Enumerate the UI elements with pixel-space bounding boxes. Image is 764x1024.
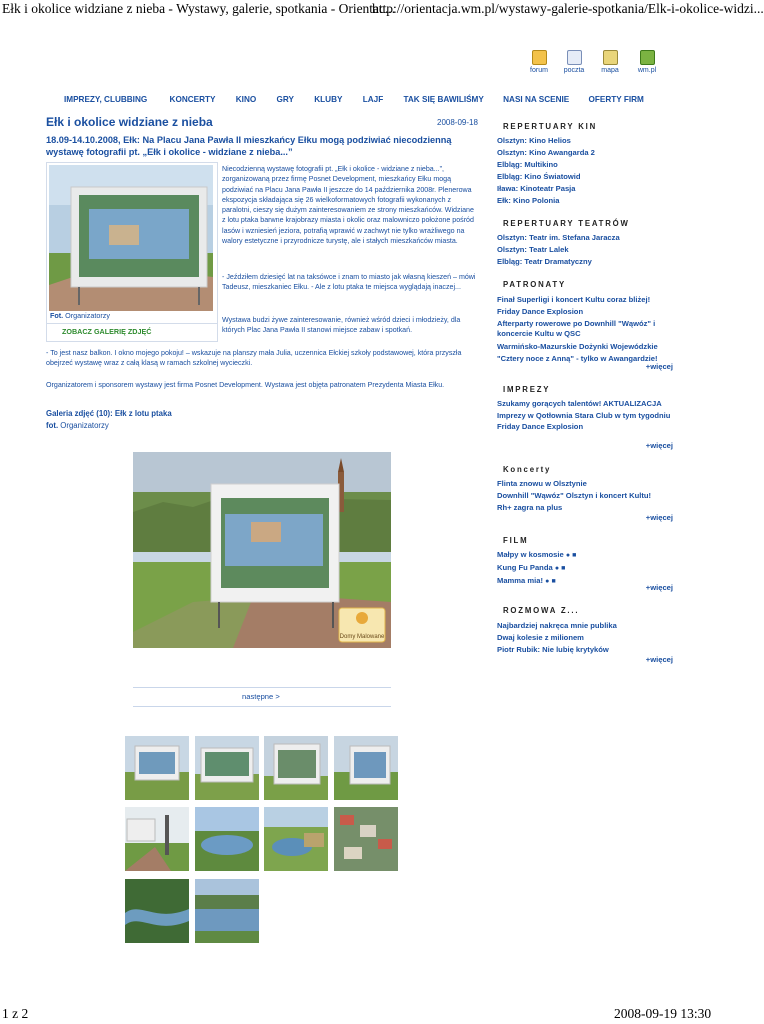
nav-koncerty[interactable]: KONCERTY — [169, 95, 216, 104]
gallery-thumb[interactable] — [334, 736, 398, 800]
sidebar-teatr-item[interactable]: Elbląg: Teatr Dramatyczny — [497, 257, 592, 266]
sidebar-film-item[interactable]: Małpy w kosmosie ● ■ — [497, 550, 577, 559]
car-icon: ● — [554, 565, 560, 572]
sidebar-teatr-item[interactable]: Olsztyn: Teatr Lalek — [497, 245, 569, 254]
sidebar-rozmowa-heading: ROZMOWA Z... — [503, 606, 580, 615]
gallery-thumb[interactable] — [334, 807, 398, 871]
film-more-link[interactable]: +więcej — [645, 583, 673, 592]
imprezy-more-link[interactable]: +więcej — [645, 441, 673, 450]
forum-label: forum — [530, 67, 548, 74]
sidebar-teatr-item[interactable]: Olsztyn: Teatr im. Stefana Jaracza — [497, 233, 620, 242]
sidebar-patronaty-heading: PATRONATY — [503, 280, 566, 289]
sidebar-kino-item[interactable]: Elbląg: Kino Światowid — [497, 172, 581, 181]
car-icon: ● — [565, 552, 571, 559]
article-para-3: Wystawa budzi żywe zainteresowanie, również wśród dzieci i młodzieży, dla których Plac Jana Pawła II stanowi miejsce zabaw i spotkań. — [222, 316, 461, 335]
photo-caption-text: Organizatorzy — [65, 311, 110, 320]
car-icon: ● — [545, 578, 550, 585]
sidebar-rozmowa-item[interactable]: Najbardziej nakręca mnie publika — [497, 621, 617, 630]
article-lead: 18.09-14.10.2008, Ełk: Na Placu Jana Pawła II mieszkańcy Ełku mogą podziwiać niecodzienną wystawę fotografii pt. „Ełk i okolice - widziane z nieba...” — [46, 135, 452, 157]
nav-tak-sie-bawilismy[interactable]: TAK SIĘ BAWILIŚMY — [403, 95, 484, 104]
wm-label: wm.pl — [637, 67, 657, 74]
nav-kino[interactable]: KINO — [235, 95, 257, 104]
main-photo-box — [46, 162, 218, 342]
gallery-thumb[interactable] — [264, 736, 328, 800]
forum-icon — [532, 50, 547, 65]
next-link[interactable]: następne > — [242, 692, 280, 701]
sidebar-patronaty-item[interactable]: Afterparty rowerowe po Downhill "Wąwóz" i koncercie Kultu w QSC — [497, 319, 656, 338]
koncerty-more-link[interactable]: +więcej — [645, 513, 673, 522]
video-icon: ■ — [551, 578, 556, 585]
patronaty-more-link[interactable]: +więcej — [645, 362, 673, 371]
sidebar-koncerty-list — [497, 478, 651, 514]
sidebar-koncerty-item[interactable]: Rh+ zagra na plus — [497, 503, 563, 512]
sidebar-patronaty-item[interactable]: Finał Superligi i koncert Kultu coraz bliżej! — [497, 295, 651, 304]
sidebar-rozmowa-item[interactable]: Dwaj kolesie z milionem — [497, 633, 584, 642]
gallery-thumb[interactable] — [195, 807, 259, 871]
sidebar-patronaty-item[interactable]: "Cztery noce z Anną" - tylko w Awangardzie! — [497, 354, 658, 363]
sidebar-kino-heading: REPERTUARY KIN — [503, 122, 598, 131]
sidebar-imprezy-heading: IMPREZY — [503, 385, 551, 394]
sidebar-patronaty-item[interactable]: Friday Dance Explosion — [497, 307, 584, 316]
sidebar-koncerty-item[interactable]: Flinta znowu w Olsztynie — [497, 479, 587, 488]
wm-logo-icon — [640, 50, 655, 65]
forum-link[interactable] — [524, 50, 554, 74]
main-nav — [64, 95, 644, 104]
sidebar-patronaty-item[interactable]: Warmińsko-Mazurskie Dożynki Wojewódzkie — [497, 342, 658, 351]
print-timestamp: 2008-09-19 13:30 — [614, 1006, 712, 1021]
nav-imprezy[interactable]: IMPREZY, CLUBBING — [64, 95, 148, 104]
rozmowa-more-link[interactable]: +więcej — [645, 655, 673, 664]
photo-caption — [50, 311, 110, 320]
article-para-4: - To jest nasz balkon. I okno mojego pokoju! – wskazuje na planszy mała Julia, uczennica Ełckiej szkoły podstawowej, która przyszła obejrzeć wystawę wraz z całą klasą w ramach szkolnej wycieczki. — [46, 349, 462, 368]
sidebar-imprezy-item[interactable]: Szukamy gorących talentów! AKTUALIZACJA — [497, 399, 662, 408]
nav-kluby[interactable]: KLUBY — [314, 95, 343, 104]
gallery-title: Galeria zdjęć (10): Ełk z lotu ptaka — [46, 409, 172, 418]
gallery-credit-label: fot. — [46, 421, 59, 430]
video-icon: ■ — [561, 565, 566, 572]
url-header: http://orientacja.wm.pl/wystawy-galerie-spotkania/Elk-i-okolice-widzi... — [372, 1, 764, 16]
gallery-thumb[interactable] — [125, 736, 189, 800]
photo-caption-label: Fot. — [50, 311, 64, 320]
sidebar-kino-list — [497, 135, 595, 207]
sidebar-imprezy-item[interactable]: Friday Dance Explosion — [497, 422, 584, 431]
sidebar-film-item[interactable]: Mamma mia! ● ■ — [497, 576, 556, 585]
article-para-2: - Jeździłem dziesięć lat na taksówce i znam to miasto jak własną kieszeń – mówi Tadeusz, mieszkaniec Ełku. - Ale z lotu ptaka te miejsca wyglądają inaczej... — [222, 273, 476, 292]
page-title-header: Ełk i okolice widziane z nieba - Wystawy, galerie, spotkania - Orientac... — [2, 1, 396, 16]
mail-label: poczta — [563, 67, 585, 74]
gallery-watermark: Domy Malowane — [339, 634, 385, 640]
gallery-thumb[interactable] — [195, 736, 259, 800]
sidebar-kino-item[interactable]: Olsztyn: Kino Helios — [497, 136, 571, 145]
gallery-credit-text: Organizatorzy — [60, 421, 109, 430]
wm-link[interactable] — [632, 50, 662, 74]
article-para-1: Niecodzienną wystawę fotografii pt. „Ełk i okolice - widziane z nieba...”, zorganizowaną przez firmę Posnet Development, mieszkańcy Ełku mogą podziwiać na Placu Jana Pawła II jeszcze do 14 października 2008r. Plenerowa ekspozycja składająca się 26 wielkoformatowych fotografii wykonanych z paralotni, cieszy się dużym zainteresowaniem ze strony mieszkańców. Widziane z lotu ptaka barwne krajobrazy miasta i okolic oraz malowniczo położone pośród lasów i wzniesień jeziora, potrafią wprawić w zachwyt nie tylko wrażliwego na walory estetyczne i przyrodnicze turystę, ale i stałych mieszkańców miasta. — [222, 165, 474, 246]
sidebar-koncerty-item[interactable]: Downhill "Wąwóz" Olsztyn i koncert Kultu! — [497, 491, 652, 500]
sidebar-kino-item[interactable]: Elbląg: Multikino — [497, 160, 558, 169]
sidebar-film-item[interactable]: Kung Fu Panda ● ■ — [497, 563, 566, 572]
article-title: Ełk i okolice widziane z nieba — [46, 115, 213, 129]
sidebar-teatr-heading: REPERTUARY TEATRÓW — [503, 219, 630, 228]
gallery-button[interactable]: ZOBACZ GALERIĘ ZDJĘĆ — [62, 327, 152, 336]
gallery-credit — [46, 421, 109, 430]
gallery-thumb[interactable] — [125, 879, 189, 943]
sidebar-patronaty-list — [497, 294, 677, 365]
gallery-thumb[interactable] — [264, 807, 328, 871]
nav-gry[interactable]: GRY — [276, 95, 294, 104]
gallery-thumb[interactable] — [195, 879, 259, 943]
map-icon — [603, 50, 618, 65]
gallery-thumb[interactable] — [125, 807, 189, 871]
sidebar-kino-item[interactable]: Ełk: Kino Polonia — [497, 196, 560, 205]
mail-link[interactable] — [559, 50, 589, 74]
nav-nasi-na-scenie[interactable]: NASI NA SCENIE — [503, 95, 570, 104]
sidebar-imprezy-item[interactable]: Imprezy w Qotłownia Stara Club w tym tygodniu — [497, 411, 671, 420]
sidebar-film-heading: FILM — [503, 536, 529, 545]
sidebar-film-list — [497, 549, 576, 588]
sidebar-koncerty-heading: Koncerty — [503, 465, 552, 474]
map-link[interactable] — [595, 50, 625, 74]
main-photo[interactable] — [49, 165, 213, 311]
sidebar-rozmowa-item[interactable]: Piotr Rubik: Nie lubię krytyków — [497, 645, 609, 654]
sidebar-rozmowa-list — [497, 620, 617, 656]
sidebar-teatr-list — [497, 232, 620, 268]
page-counter: 1 z 2 — [2, 1006, 29, 1021]
nav-oferty-firm[interactable]: OFERTY FIRM — [588, 95, 644, 104]
article-para-5: Organizatorem i sponsorem wystawy jest firma Posnet Development. Wystawa jest objęta patronatem Prezydenta Miasta Ełku. — [46, 381, 445, 389]
nav-lajf[interactable]: LAJF — [362, 95, 384, 104]
mail-icon — [567, 50, 582, 65]
sidebar-imprezy-list — [487, 398, 677, 433]
sidebar-kino-item[interactable]: Olsztyn: Kino Awangarda 2 — [497, 148, 595, 157]
map-label: mapa — [601, 67, 619, 74]
sidebar-kino-item[interactable]: Iława: Kinoteatr Pasja — [497, 184, 576, 193]
article-date: 2008-09-18 — [437, 118, 478, 127]
video-icon: ■ — [572, 552, 577, 559]
gallery-main-photo[interactable] — [133, 452, 391, 648]
